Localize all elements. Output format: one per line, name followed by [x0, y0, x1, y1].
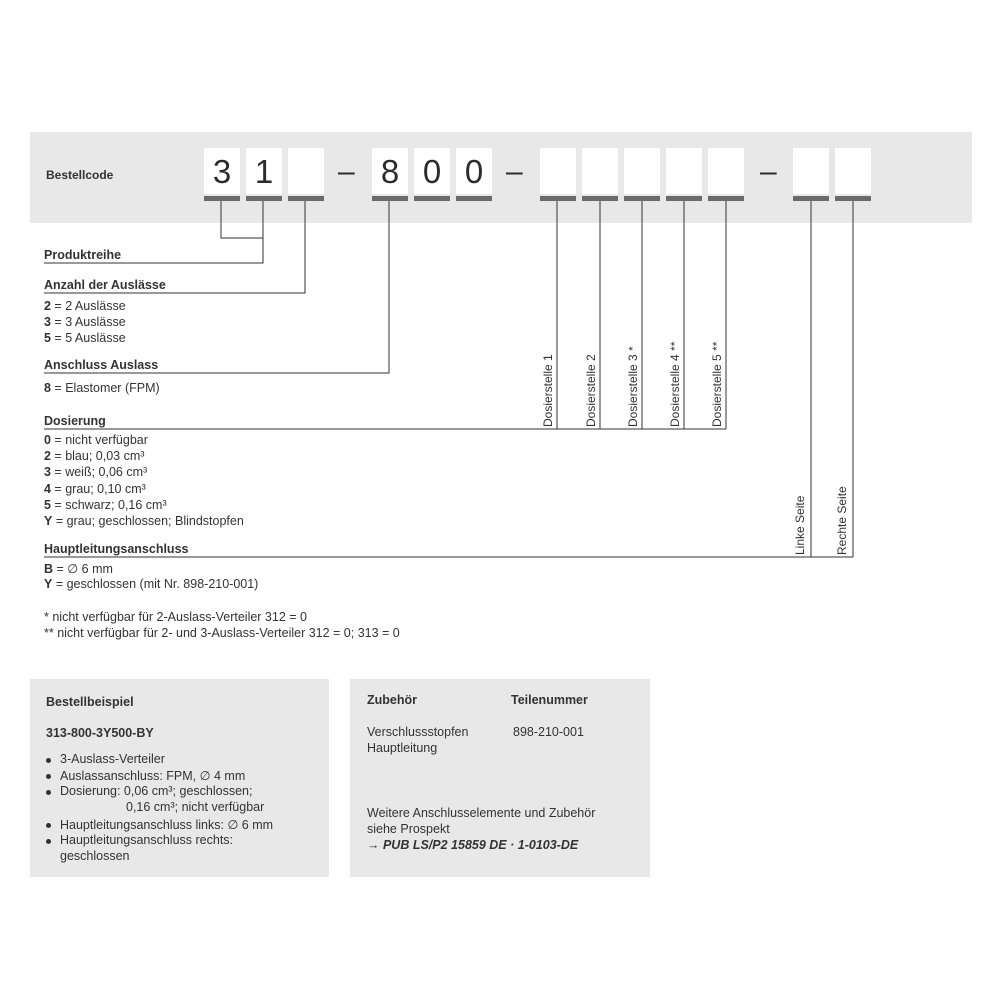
dosierung-option: 0 = nicht verfügbar [44, 433, 148, 447]
auslaesse-heading: Anzahl der Auslässe [44, 278, 166, 292]
example-bullet: Hauptleitungsanschluss rechts: [60, 833, 234, 847]
accessories-more-text: Weitere Anschlusselemente und Zubehör [367, 806, 596, 820]
code-dash-1: – [338, 155, 355, 188]
code-box-4: 8 [372, 148, 408, 194]
code-box-2: 1 [246, 148, 282, 194]
example-code: 313-800-3Y500-BY [46, 726, 154, 740]
footnote-2: ** nicht verfügbar für 2- und 3-Auslass-Verteiler 312 = 0; 313 = 0 [44, 626, 400, 640]
dosierung-option: 5 = schwarz; 0,16 cm³ [44, 498, 167, 512]
hauptleitung-heading: Hauptleitungsanschluss [44, 542, 189, 556]
example-bullet: Dosierung: 0,06 cm³; geschlossen; [60, 784, 253, 798]
dosierung-option: 3 = weiß; 0,06 cm³ [44, 465, 148, 479]
anschluss-option: 8 = Elastomer (FPM) [44, 381, 160, 395]
accessories-more-text: siehe Prospekt [367, 822, 450, 836]
vertical-label-dosierstelle-4: Dosierstelle 4 ** [668, 341, 682, 427]
code-box-1: 3 [204, 148, 240, 194]
produktreihe-heading: Produktreihe [44, 248, 122, 262]
auslaesse-option: 2 = 2 Auslässe [44, 299, 126, 313]
code-dash-2: – [506, 155, 523, 188]
footnote-1: * nicht verfügbar für 2-Auslass-Verteiler 312 = 0 [44, 610, 307, 624]
vertical-label-linke-seite: Linke Seite [793, 495, 807, 555]
accessories-header: Zubehör [367, 693, 417, 707]
example-bullet: Auslassanschluss: FPM, ∅ 4 mm [60, 769, 246, 783]
accessory-item-name: Verschlussstopfen [367, 725, 469, 739]
example-title: Bestellbeispiel [46, 695, 134, 709]
example-bullet-continuation: 0,16 cm³; nicht verfügbar [126, 800, 265, 814]
dosierung-heading: Dosierung [44, 414, 106, 428]
vertical-label-dosierstelle-2: Dosierstelle 2 [584, 354, 598, 427]
example-bullet: Hauptleitungsanschluss links: ∅ 6 mm [60, 818, 274, 832]
accessory-item-number: 898-210-001 [513, 725, 584, 739]
hauptleitung-option: B = ∅ 6 mm [44, 562, 113, 576]
vertical-label-dosierstelle-1: Dosierstelle 1 [541, 354, 555, 427]
example-bullet: 3-Auslass-Verteiler [60, 752, 165, 766]
brochure-reference: → PUB LS/P2 15859 DE · 1-0103-DE [367, 838, 579, 852]
hauptleitung-option: Y = geschlossen (mit Nr. 898-210-001) [44, 577, 259, 591]
example-bullet-continuation: geschlossen [60, 849, 130, 863]
code-box-6: 0 [456, 148, 492, 194]
dosierung-option: 4 = grau; 0,10 cm³ [44, 482, 146, 496]
accessory-item-name: Hauptleitung [367, 741, 438, 755]
code-box-5: 0 [414, 148, 450, 194]
order-code-label: Bestellcode [46, 168, 114, 182]
vertical-label-dosierstelle-5: Dosierstelle 5 ** [710, 341, 724, 427]
auslaesse-option: 3 = 3 Auslässe [44, 315, 126, 329]
auslaesse-option: 5 = 5 Auslässe [44, 331, 126, 345]
dosierung-option: 2 = blau; 0,03 cm³ [44, 449, 145, 463]
dosierung-option: Y = grau; geschlossen; Blindstopfen [44, 514, 244, 528]
vertical-label-rechte-seite: Rechte Seite [835, 486, 849, 555]
code-dash-3: – [760, 155, 777, 188]
part-number-header: Teilenummer [511, 693, 588, 707]
anschluss-heading: Anschluss Auslass [44, 358, 159, 372]
connector-produktreihe [221, 201, 263, 238]
vertical-label-dosierstelle-3: Dosierstelle 3 * [626, 346, 640, 427]
